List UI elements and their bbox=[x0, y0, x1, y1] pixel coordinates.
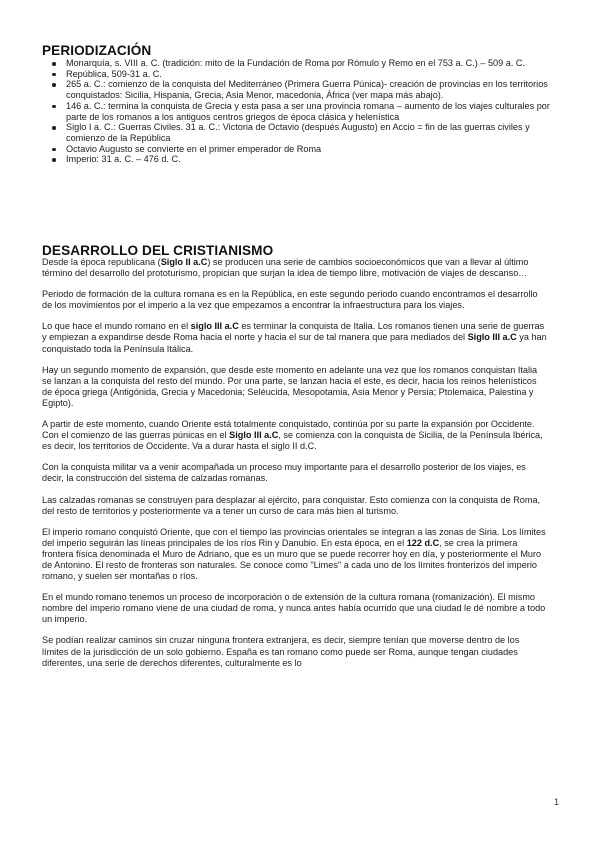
paragraph: Con la conquista militar va a venir acompañada un proceso muy importante para el desarrollo posterior de los viajes, es decir, la construcción del sistema de calzadas romanas. bbox=[42, 462, 526, 484]
text-run: Desde la época republicana ( bbox=[42, 257, 161, 267]
bold-date: Siglo III a.C bbox=[467, 332, 517, 343]
periodization-list bbox=[42, 58, 571, 165]
text-run: ya han conquistado toda la Península Itálica. bbox=[42, 332, 547, 354]
paragraph: Las calzadas romanas se construyen para desplazar al ejército, para conquistar. Esto comienza con la conquista de Roma, del resto de territorios y posteriormente va a tener un curso de cara más bien al turismo. bbox=[42, 494, 541, 516]
page-number: 1 bbox=[554, 797, 560, 807]
list-item: Octavio Augusto se convierte en el primer emperador de Roma bbox=[66, 144, 571, 155]
list-item: 146 a. C.: termina la conquista de Grecia y esta pasa a ser una provincia romana – aumento de los viajes culturales por parte de los romanos a los antiguos centros griegos de época clásica y helenística bbox=[66, 101, 571, 122]
paragraph bbox=[42, 419, 547, 452]
list-item: Siglo I a. C.: Guerras Civiles. 31 a. C.: Victoria de Octavio (después Augusto) en Accio = fin de las guerras civiles y comienzo de la República bbox=[66, 122, 571, 143]
text-run: es terminar la conquista de Italia. Los romanos tienen una serie de guerras y empiezan a expandirse desde Roma hacia el norte y hacia el sur de tal manera que para mediados del bbox=[42, 321, 545, 343]
list-item: Imperio: 31 a. C. – 476 d. C. bbox=[66, 154, 571, 165]
text-run: , se comienza con la conquista de Sicilia, de la Península Ibérica, es decir, los territorios de Occidente. Va a durar hasta el siglo II d.C. bbox=[42, 430, 543, 452]
paragraph: Periodo de formación de la cultura romana es en la República, en este segundo periodo cuando encontramos el desarrollo de los movimientos por el imperio a la vez que empezamos a encontrar la infraestructura para los viajes. bbox=[42, 289, 538, 311]
text-run: , se crea la primera frontera física denominada el Muro de Adriano, que es un muro que se puede recorrer hoy en día, y posteriormente el Muro de Antonino. El resto de fronteras son naturales. Se conoce como "Limes" a cada uno de los límites fronterizos del imperio romano, y suelen ser montañas o ríos. bbox=[42, 537, 542, 582]
bold-date: siglo III a.C bbox=[190, 321, 239, 332]
paragraph bbox=[42, 257, 547, 279]
bold-date: Siglo III a.C bbox=[229, 430, 279, 441]
bold-date: Siglo II a.C bbox=[160, 257, 208, 267]
paragraph: En el mundo romano tenemos un proceso de incorporación o de extensión de la cultura romana (romanización). El mismo nombre del imperio romano viene de una ciudad de roma, y nunca antes había ocurrido que una ciudad le dé nombre a todo un imperio. bbox=[42, 592, 546, 625]
paragraph: Se podían realizar caminos sin cruzar ninguna frontera extranjera, es decir, siempre tenían que moverse dentro de los límites de la jurisdicción de un solo gobierno. España es tan romano como puede ser Roma, aunque tengan ciudades diferentes, una serie de derechos diferentes, culturalmente es lo bbox=[42, 635, 520, 668]
text-run: A partir de este momento, cuando Oriente está totalmente conquistado, continúa por su parte la expansión por Occidente. Con el comienzo de las guerras púnicas en el bbox=[42, 419, 535, 441]
body-text bbox=[42, 257, 547, 679]
text-run: ) se producen una serie de cambios socioeconómicos que van a llevar al último término del desarrollo del prototurismo, propician que surjan la idea de tiempo libre, motivación de viajes de descanso… bbox=[42, 257, 529, 279]
list-item: República, 509-31 a. C. bbox=[66, 69, 571, 80]
heading-desarrollo-cristianismo: DESARROLLO DEL CRISTIANISMO bbox=[42, 243, 274, 258]
paragraph bbox=[42, 321, 547, 354]
text-run: El imperio romano conquistó Oriente, que con el tiempo las provincias orientales se integran a las zonas de Siria. Los límites del imperio seguirán las líneas principales de los ríos Rin y Danubio. En esta época, en el bbox=[42, 526, 546, 548]
bold-date: 122 d.C bbox=[406, 537, 440, 548]
paragraph bbox=[42, 527, 547, 582]
paragraph: Hay un segundo momento de expansión, que desde este momento en adelante una vez que los romanos conquistan Italia se lanzan a la conquista del resto del mundo. Por una parte, se lanzan hacia el este, es decir, hacia los reinos helenísticos de época griega (Antigónida, Grecia y Macedonia; Seléucida, Mesopotamia, Asia Menor y Persia; Ptolemaica, Palestina y Egipto). bbox=[42, 364, 538, 408]
list-item: Monarquía, s. VIII a. C. (tradición: mito de la Fundación de Roma por Rómulo y Remo en el 753 a. C.) – 509 a. C. bbox=[66, 58, 571, 69]
list-item: 265 a. C.: comienzo de la conquista del Mediterráneo (Primera Guerra Púnica)- creación de provincias en los territorios conquistados: Sicilia, Hispania, Grecia, Asia Menor, macedonia, África (ver mapa más abajo). bbox=[66, 79, 571, 100]
heading-periodizacion: PERIODIZACIÓN bbox=[42, 43, 152, 58]
text-run: Lo que hace el mundo romano en el bbox=[42, 321, 191, 332]
